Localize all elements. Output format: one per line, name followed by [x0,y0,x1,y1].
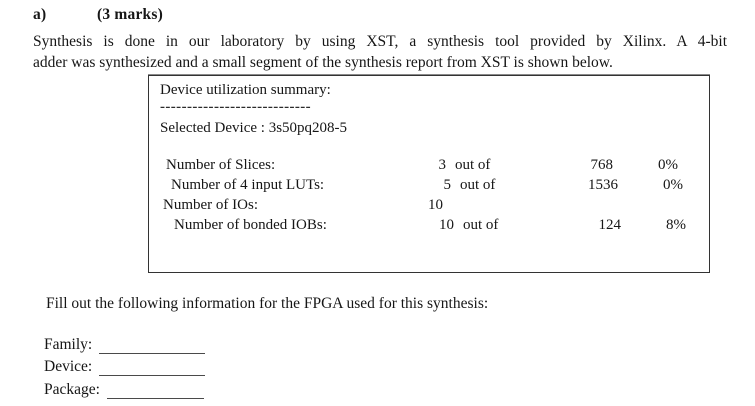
row-label: Number of 4 input LUTs: [171,177,325,193]
question-part-label: a) [33,6,47,23]
package-label: Package: [44,380,100,398]
row-label: Number of Slices: [166,157,276,173]
row-total [505,195,610,215]
family-blank-line[interactable] [99,336,205,354]
row-out-of: out of [455,157,491,173]
family-label: Family: [44,335,93,353]
package-blank-line[interactable] [107,381,204,399]
table-row-ios [163,195,706,215]
row-percent [610,195,675,215]
utilization-table [149,155,709,235]
field-package [44,376,205,399]
row-used: 10 [439,217,454,233]
row-percent: 0% [658,157,678,173]
row-percent: 0% [663,177,683,193]
report-separator: ---------------------------- [160,99,312,115]
question-marks: (3 marks) [97,6,163,23]
row-used: 10 [428,197,443,213]
row-label: Number of IOs: [163,197,258,213]
row-out-of: out of [460,177,496,193]
row-used: 3 [438,157,446,173]
row-label: Number of bonded IOBs: [174,217,327,233]
device-blank-line[interactable] [99,358,205,376]
table-row-iobs [174,215,717,235]
report-title: Device utilization summary: [160,82,331,98]
device-label: Device: [44,358,93,375]
row-total: 1536 [588,177,618,193]
table-row-luts [171,175,714,195]
table-row-slices [166,155,709,175]
answer-fields [44,331,205,399]
row-used: 5 [443,177,451,193]
intro-line-1: Synthesis is done in our laboratory by using XST, a synthesis tool provided by Xilinx. A 4-bit [33,33,727,50]
synthesis-report-box [148,75,710,273]
intro-paragraph [33,31,727,73]
selected-device: Selected Device : 3s50pq208-5 [160,120,348,136]
row-out-of [443,195,505,215]
intro-line-2: adder was synthesized and a small segment of the synthesis report from XST is shown below. [33,54,613,71]
row-out-of: out of [463,217,499,233]
field-family [44,331,205,354]
fill-out-instruction: Fill out the following information for the FPGA used for this synthesis: [46,295,489,312]
row-percent: 8% [666,217,686,233]
field-device [44,354,205,377]
row-total: 768 [590,157,613,173]
row-total: 124 [598,217,621,233]
question-heading [33,6,163,24]
